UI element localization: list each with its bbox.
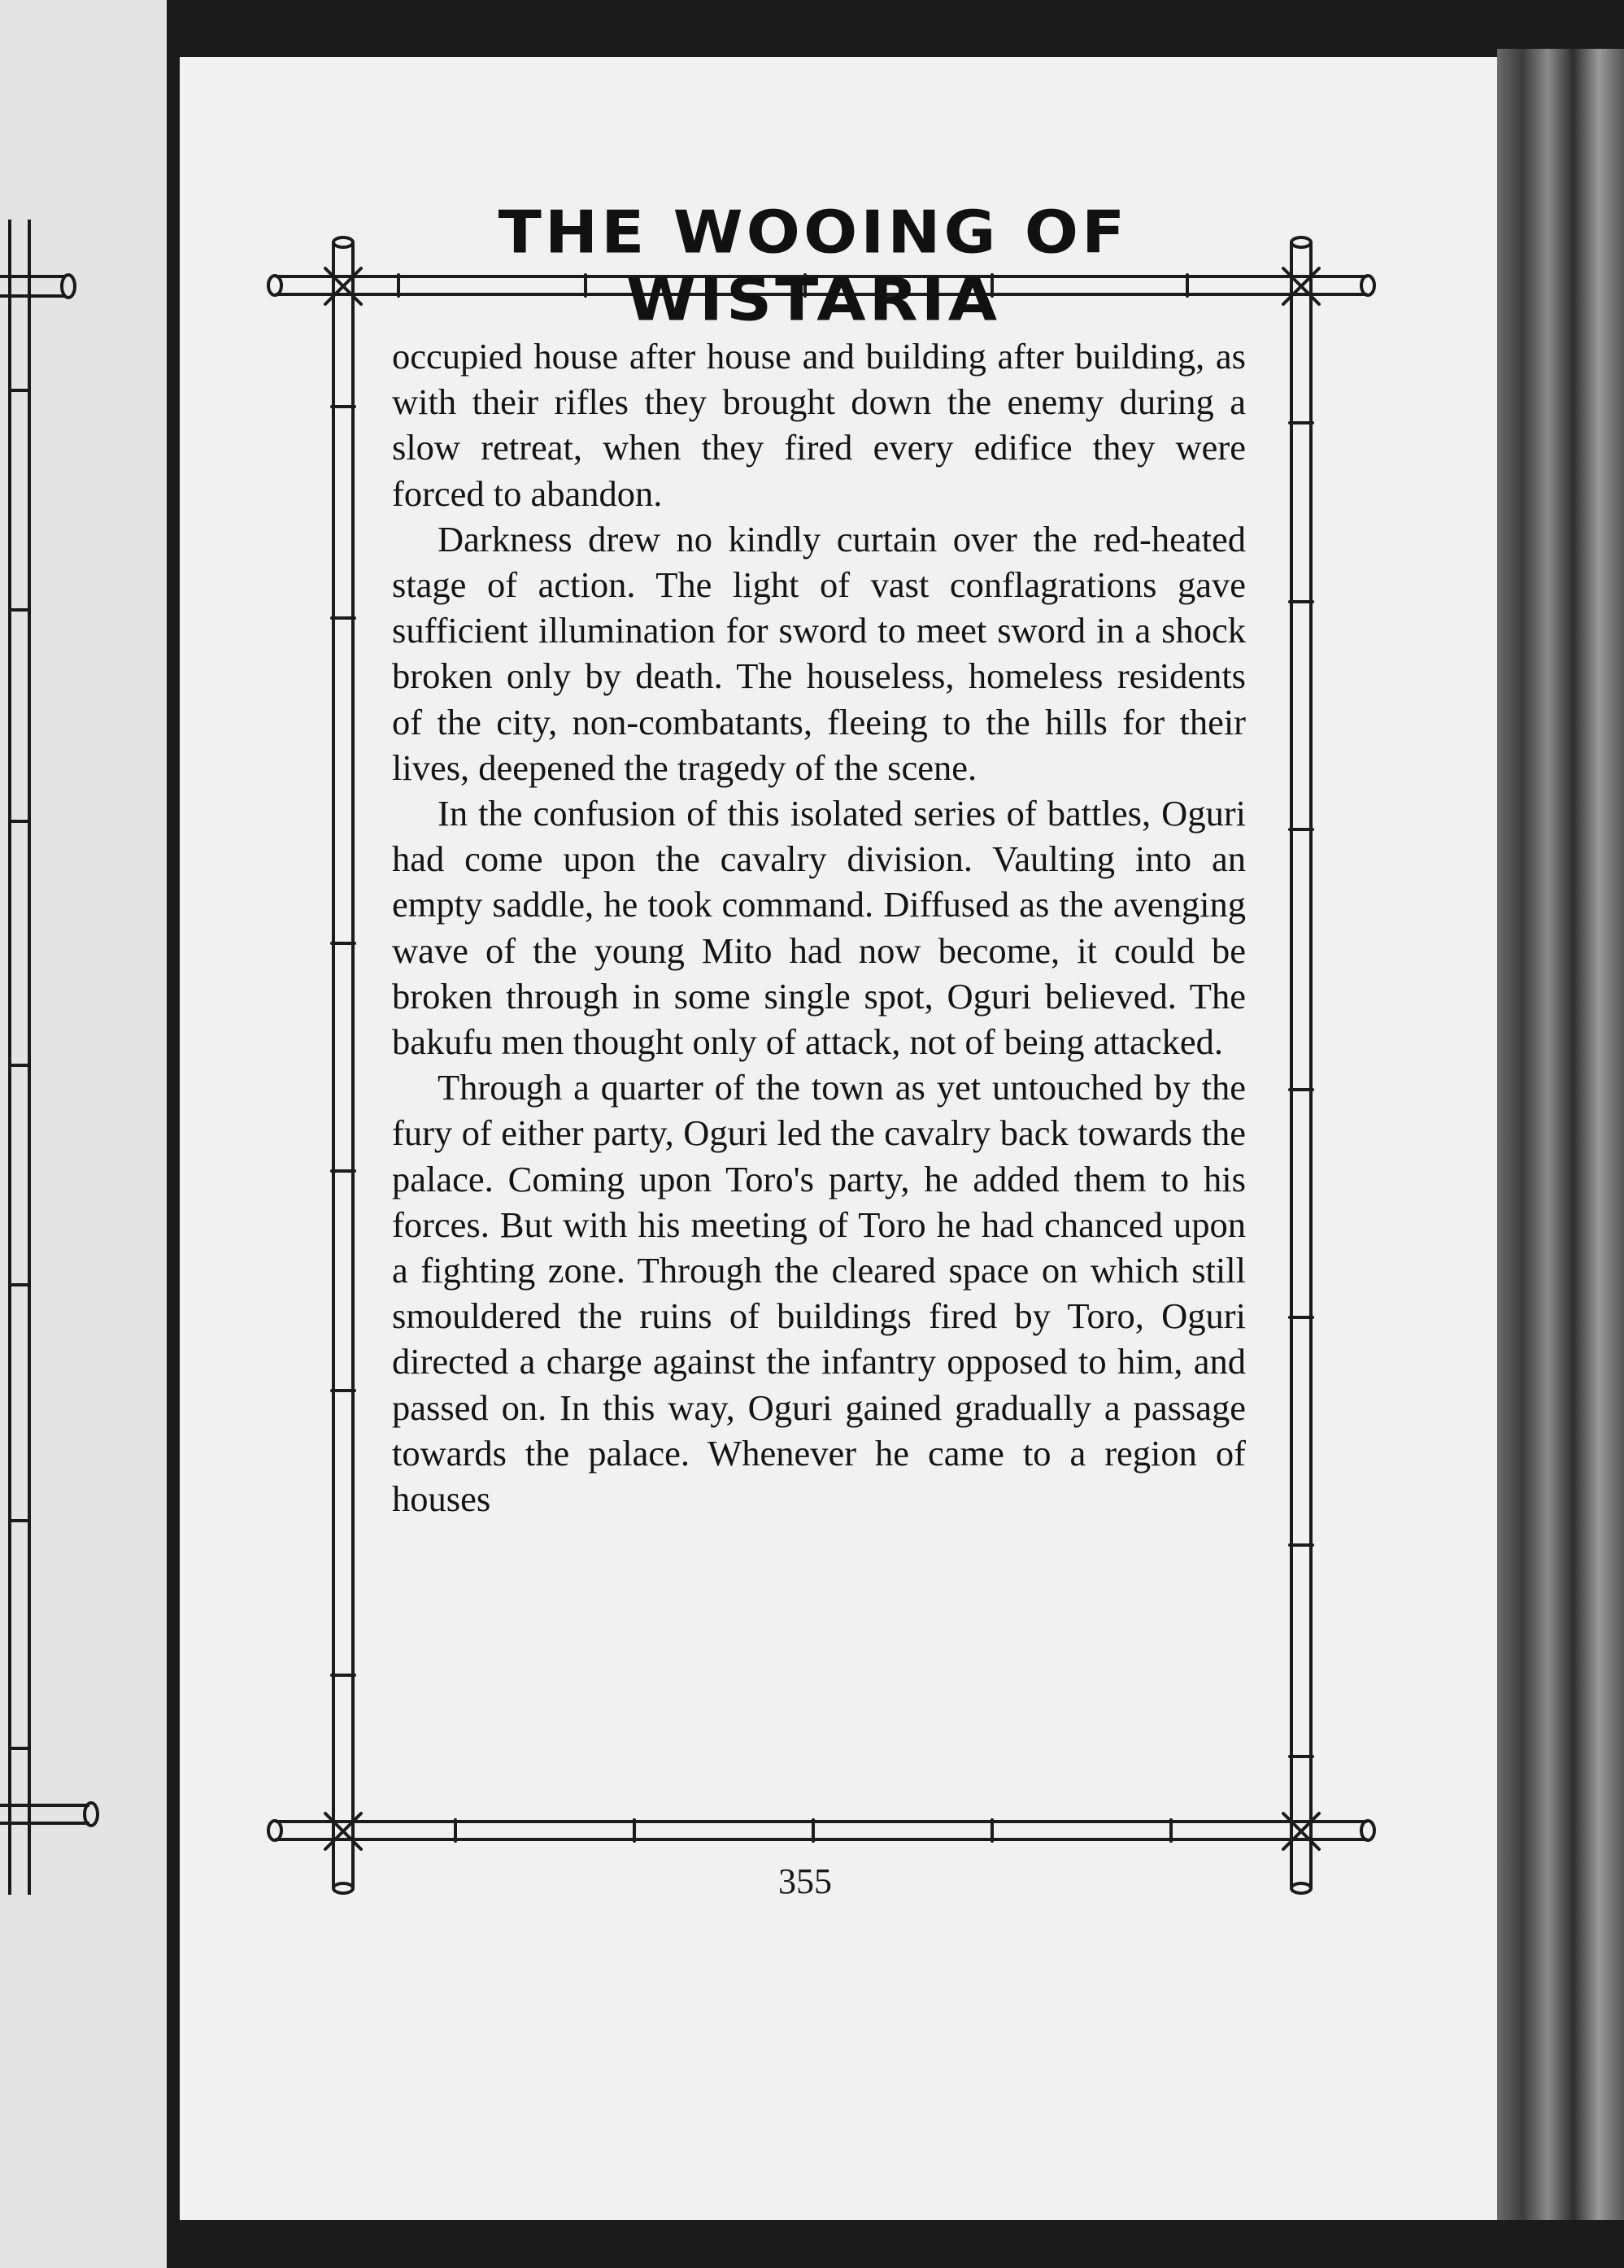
book-gutter xyxy=(167,0,180,2268)
body-text xyxy=(392,333,1246,1521)
page-number: 355 xyxy=(778,1861,832,1901)
running-head: THE WOOING OF WISTARIA xyxy=(498,199,1129,334)
paragraph: In the confusion of this isolated series of battles, Oguri had come upon the cavalry division. Vaulting into an empty saddle, he took command. Diffused as the avenging wave of the young Mito had now become, it could be broken through in some single spot, Oguri believed. The bakufu men thought only of attack, not of being attacked. xyxy=(392,793,1246,1063)
paragraph: Through a quarter of the town as yet untouched by the fury of either party, Oguri led the cavalry back towards the palace. Coming upon Toro's party, he added them to his forces. But with his meeting of Toro he had chanced upon a fighting zone. Through the cleared space on which still smouldered the ruins of buildings fired by Toro, Oguri directed a charge against the infantry opposed to him, and passed on. In this way, Oguri gained gradually a passage towards the palace. Whenever he came to a region of houses xyxy=(392,1067,1246,1520)
scan-border-bottom xyxy=(180,2220,1624,2268)
paragraph: Darkness drew no kindly curtain over the red-heated stage of action. The light of vast conflagrations gave sufficient illumination for sword to meet sword in a shock broken only by death. The houseless, homeless residents of the city, non-combatants, fleeing to the hills for their lives, deepened the tragedy of the scene. xyxy=(392,518,1246,788)
paragraph: occupied house after house and building after building, as with their rifles they brought down the enemy during a slow retreat, when they fired every edifice they were forced to abandon. xyxy=(392,336,1246,514)
page-edges xyxy=(1497,49,1624,2244)
scan-border-top xyxy=(180,0,1624,57)
facing-page-bamboo-border xyxy=(0,220,114,1895)
